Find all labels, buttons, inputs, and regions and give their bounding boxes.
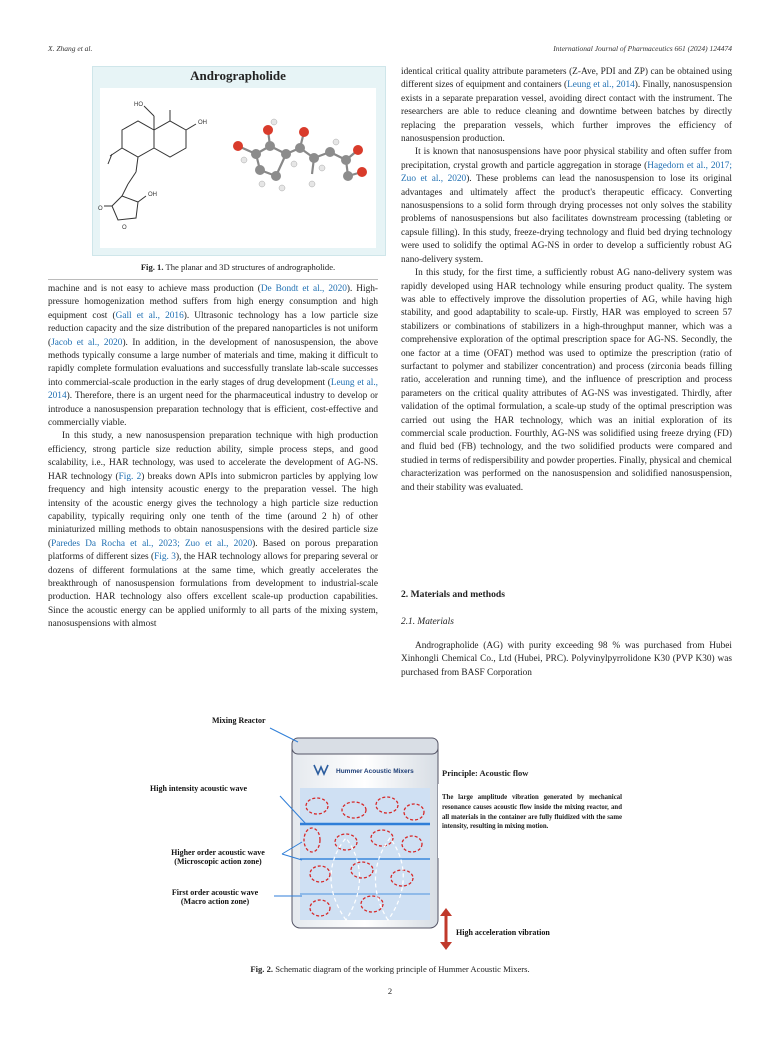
principle-title: Principle: Acoustic flow	[442, 768, 529, 778]
figure-2	[150, 712, 630, 962]
label-first-order-line-1: First order acoustic wave	[171, 888, 259, 897]
label-higher-order-line-1: Higher order acoustic wave	[171, 848, 265, 857]
text-run: ). These problems can lead the nanosuspension to lose its original advantages and ultimately affect the product's therapeutic efficacy. Converting nanosuspensions to a solid form through drying processes not only solves the stability problems of nanosuspensions but also facilitates downstream processing (tableting or capsule filling). In this study, freeze-drying technology and fluid bed drying technology were used to solidify the optimal AG-NS in order to develop a sufficiently robust AG nano-delivery system.	[401, 174, 732, 265]
citation-link[interactable]: Leung et al., 2014	[48, 377, 378, 402]
ball-and-stick-model	[233, 119, 367, 191]
citation-link[interactable]: Gall et al., 2016	[115, 310, 184, 321]
figure-1-caption-text: The planar and 3D structures of andrographolide.	[165, 262, 336, 272]
citation-link[interactable]: Paredes Da Rocha et al., 2023; Zuo et al., 2020	[51, 538, 253, 549]
figure-1-caption	[92, 262, 384, 272]
andrographolide-structure-illustration	[100, 88, 376, 248]
principle-text: The large amplitude vibration generated by mechanical resonance causes acoustic flow inside the mixing reactor, and all materials in the container are fully fluidized with the same intensity, resulting in mixing motion.	[442, 794, 622, 831]
text-run: ). Ultrasonic technology has a low particle size reduction capacity and the size distribution of the prepared nanoparticles is not uniform (	[48, 310, 378, 348]
figure-2-caption	[0, 964, 780, 974]
figure-2-caption-text: Schematic diagram of the working principle of Hummer Acoustic Mixers.	[275, 964, 530, 974]
figure-1-image-area	[100, 88, 376, 248]
label-high-intensity-wave: High intensity acoustic wave	[150, 784, 248, 793]
vibration-arrow-icon	[440, 908, 452, 950]
figure-2-caption-label: Fig. 2.	[250, 964, 274, 974]
subsection-heading: 2.1. Materials	[401, 617, 454, 627]
right-column	[401, 66, 732, 495]
citation-link[interactable]: Leung et al., 2014	[567, 80, 635, 91]
label-first-order-wave	[156, 888, 274, 906]
atom-label-o-ring: O	[122, 225, 127, 231]
atom-label-o-carbonyl: O	[98, 206, 103, 212]
text-run: identical critical quality attribute parameters (Z-Ave, PDI and ZP) can be obtained using different sizes of equipment and containers (	[401, 67, 732, 91]
left-paragraph-1	[48, 283, 378, 430]
running-header-journal: International Journal of Pharmaceutics 661 (2024) 124474	[553, 44, 732, 53]
label-higher-order-line-2: (Microscopic action zone)	[174, 857, 262, 866]
text-run: ). High-pressure homogenization method suffers from high energy consumption and high equipment cost (	[48, 284, 378, 321]
section-heading: 2. Materials and methods	[401, 589, 505, 600]
left-column	[48, 283, 378, 632]
figure-1-title: Andrographolide	[190, 68, 286, 83]
figure-link[interactable]: Fig. 2	[118, 471, 142, 482]
brand-name: Hummer Acoustic Mixers	[336, 768, 414, 775]
text-run: ). Based on porous preparation platforms of different sizes (	[48, 538, 378, 563]
label-first-order-line-2: (Macro action zone)	[180, 897, 250, 906]
label-mixing-reactor: Mixing Reactor	[212, 716, 266, 725]
planar-structure	[104, 106, 196, 220]
left-paragraph-2	[48, 430, 378, 631]
citation-link[interactable]: Hagedorn et al., 2017; Zuo et al., 2020	[401, 160, 733, 185]
atom-label-oh-lactone: OH	[148, 192, 157, 198]
right-paragraph-4-container	[401, 640, 732, 680]
text-run: ). In addition, in the development of nanosuspension, the above methods typically consume a large number of materials and time, making it difficult to rapidly complete formulation evaluations and successfully translate lab-scale successes into commercial-scale production in the early stages of drug development (	[48, 337, 378, 388]
right-paragraph-3: In this study, for the first time, a sufficiently robust AG nano-delivery system was rapidly developed using HAR technology while ensuring product quality. The system was able to effectively improve the dissolution properties of AG, while having high stability, and good adaptability to scale-up. Firstly, HAR was employed to screen 57 stabilizers or combinations of stabilizers in a high-throughput manner, which was a comprehensive exploration of the optimal prescription space for AG-NS. Secondly, the one factor at a time (OFAT) method was used to optimize the prescription (ratio of surfactant to polymer and stabilizer concentration) and process (zirconia beads filling ratio, acceleration and running time), and the influence of prescription and process parameters on the critical quality attributes of AG-NS was investigated. Thirdly, after validation of the optimal formulation, a scale-up study of the optimal prescription was carried out using the HAR technology, which was an initial exploration of its commercial scale production. Fourthly, AG-NS was solidified using freeze drying (FD) and fluid bed (FB) technology, and the two solidified products were compared and studied in terms of redispersibility and powder properties. Finally, physical and chemical characterization was performed on the nanosuspension and solidified nanosuspension, and their stability was evaluated.	[401, 268, 732, 493]
text-run: ). Therefore, there is an urgent need for the pharmaceutical industry to develop or introduce a nanosuspension preparation technology that is efficient, cost-effective and commercially viable.	[48, 391, 378, 429]
text-run: ), the HAR technology allows for preparing several or dozens of different formulations at the same time, which greatly accelerates the breakthrough of nanosuspension formulations from development to industrial-scale production. HAR technology also offers excellent scale-up production capabilities. Since the acoustic energy can be applied uniformly to all parts of the mixing system, nanosuspensions with almost	[48, 552, 378, 630]
acoustic-mixer-diagram	[150, 712, 630, 962]
right-paragraph-1	[401, 66, 732, 146]
text-run: ). Finally, nanosuspension exists in a separate preparation vessel, avoiding direct contact with the instrument. The researchers are able to reduce cleaning and downtime between batches by directly replacing the preparation vessels, which further improves the efficiency of nanosuspension production.	[401, 80, 732, 145]
citation-link[interactable]: De Bondt et al., 2020	[260, 284, 347, 294]
text-run: In this study, a new nanosuspension preparation technique with high production efficiency, strong particle size reduction ability, simple process steps, and good scalability, i.e., HAR technology, was used to accelerate the development of AG-NS. HAR technology (	[48, 431, 378, 482]
running-header-authors: X. Zhang et al.	[48, 44, 93, 53]
atom-label-oh-top: OH	[198, 120, 207, 126]
label-high-acceleration-vibration: High acceleration vibration	[456, 928, 550, 937]
right-paragraph-4: Andrographolide (AG) with purity exceeding 98 % was purchased from Hubei Xinhongli Chemical Co., Ltd (Hubei, PRC). Polyvinylpyrrolidone K30 (PVP K30) was purchased from BASF Corporation	[401, 641, 732, 678]
figure-1-caption-label: Fig. 1.	[140, 262, 164, 272]
label-higher-order-wave	[158, 848, 278, 866]
right-paragraph-2	[401, 146, 732, 267]
reactor-lid	[292, 738, 438, 754]
figure-link[interactable]: Fig. 3	[154, 552, 176, 563]
citation-link[interactable]: Jacob et al., 2020	[51, 337, 123, 348]
atom-label-ho: HO	[134, 102, 143, 108]
text-run: ) breaks down APIs into submicron particles by applying low frequency and high intensity acoustic energy to the preparation vessel. The high intensity of the acoustic energy gives the technology a high particle size reduction capability, typically requiring only one tenth of the time (around 2 h) of other miniaturized milling methods to obtain nanosuspensions with the desired particle size (	[48, 471, 378, 549]
text-run: machine and is not easy to achieve mass production (	[48, 284, 261, 294]
text-run: It is known that nanosuspensions have poor physical stability and often suffer from precipitation, crystal growth and particle aggregation in storage (	[401, 147, 732, 171]
page-number: 2	[387, 986, 393, 996]
figure-1-separator	[48, 279, 378, 280]
